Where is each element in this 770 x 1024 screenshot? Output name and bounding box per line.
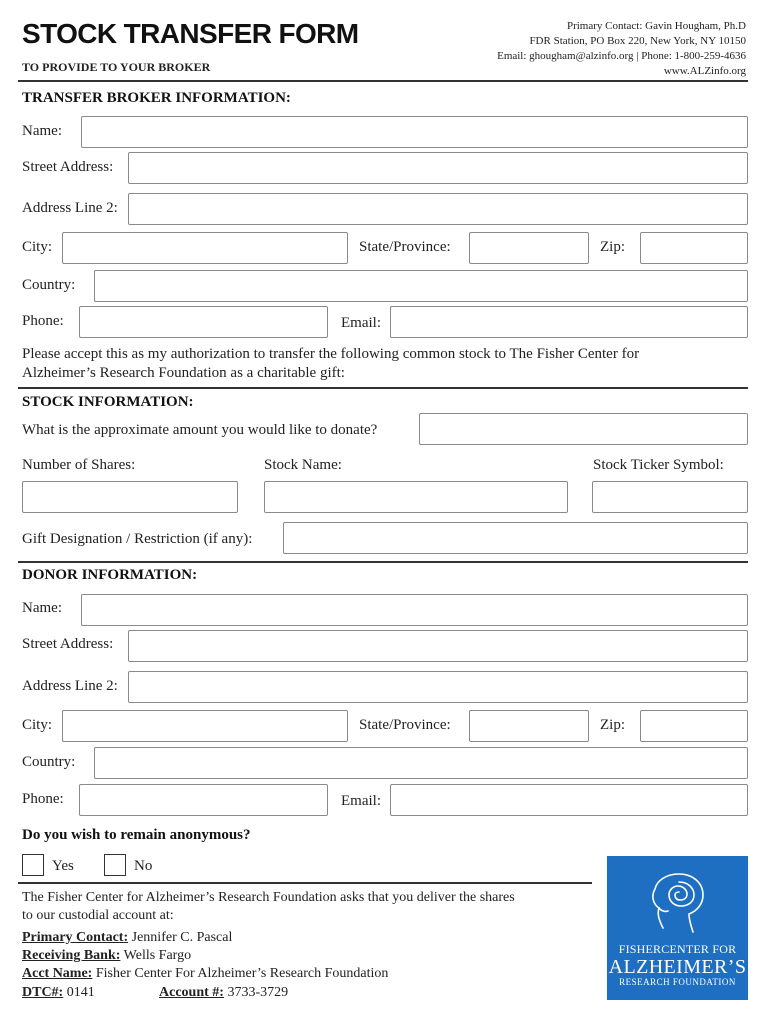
delivery-line: to our custodial account at: bbox=[22, 908, 174, 923]
primary-contact-label: Primary Contact: bbox=[22, 930, 129, 945]
acct-name-label: Acct Name: bbox=[22, 966, 93, 981]
broker-address2-input[interactable] bbox=[128, 193, 748, 225]
contact-block bbox=[497, 19, 746, 79]
divider bbox=[18, 882, 592, 884]
broker-state-input[interactable] bbox=[469, 232, 589, 264]
delivery-line: The Fisher Center for Alzheimer’s Research Foundation asks that you deliver the shares bbox=[22, 890, 515, 905]
gift-designation-label: Gift Designation / Restriction (if any): bbox=[22, 531, 253, 547]
donor-name-label: Name: bbox=[22, 600, 62, 616]
donor-city-label: City: bbox=[22, 717, 53, 733]
fisher-center-logo bbox=[607, 856, 748, 1000]
broker-zip-input[interactable] bbox=[640, 232, 748, 264]
logo-line1: FISHERCENTER FOR bbox=[618, 942, 737, 956]
donor-state-label: State/Province: bbox=[359, 717, 451, 733]
shares-label: Number of Shares: bbox=[22, 457, 136, 473]
donor-zip-input[interactable] bbox=[640, 710, 748, 742]
brain-spiral-icon bbox=[607, 856, 748, 940]
broker-state-label: State/Province: bbox=[359, 239, 451, 255]
authorization-text bbox=[22, 345, 722, 383]
anonymous-no-checkbox[interactable] bbox=[104, 854, 126, 876]
acct-name-value: Fisher Center For Alzheimer’s Research Foundation bbox=[95, 966, 389, 981]
delivery-instructions bbox=[22, 889, 582, 925]
donor-address2-input[interactable] bbox=[128, 671, 748, 703]
donor-zip-label: Zip: bbox=[600, 717, 625, 733]
stock-section-heading: STOCK INFORMATION: bbox=[22, 394, 194, 410]
donor-email-label: Email: bbox=[341, 793, 381, 809]
receiving-bank-value: Wells Fargo bbox=[123, 948, 192, 963]
dtc-row bbox=[22, 985, 95, 1001]
ticker-input[interactable] bbox=[592, 481, 748, 513]
broker-city-label: City: bbox=[22, 239, 53, 255]
broker-phone-label: Phone: bbox=[22, 313, 64, 329]
anonymous-yes-label: Yes bbox=[52, 858, 74, 874]
form-subtitle: TO PROVIDE TO YOUR BROKER bbox=[22, 60, 211, 74]
gift-designation-input[interactable] bbox=[283, 522, 748, 554]
donor-city-input[interactable] bbox=[62, 710, 348, 742]
anonymous-yes-checkbox[interactable] bbox=[22, 854, 44, 876]
donation-amount-input[interactable] bbox=[419, 413, 748, 445]
stock-name-input[interactable] bbox=[264, 481, 568, 513]
receiving-bank-row bbox=[22, 948, 191, 964]
divider bbox=[18, 80, 748, 82]
account-number-row bbox=[159, 985, 288, 1001]
donor-email-input[interactable] bbox=[390, 784, 748, 816]
ticker-label: Stock Ticker Symbol: bbox=[593, 457, 724, 473]
primary-contact-value: Jennifer C. Pascal bbox=[131, 930, 233, 945]
contact-line: FDR Station, PO Box 220, New York, NY 10150 bbox=[529, 35, 746, 47]
donation-amount-label: What is the approximate amount you would like to donate? bbox=[22, 422, 378, 438]
donor-country-label: Country: bbox=[22, 754, 76, 770]
acct-name-row bbox=[22, 966, 388, 982]
broker-email-label: Email: bbox=[341, 315, 381, 331]
dtc-label: DTC#: bbox=[22, 985, 64, 1000]
stock-name-label: Stock Name: bbox=[264, 457, 342, 473]
divider bbox=[18, 387, 748, 389]
account-number-label: Account #: bbox=[159, 985, 224, 1000]
broker-email-input[interactable] bbox=[390, 306, 748, 338]
contact-line: Email: ghougham@alzinfo.org | Phone: 1-800-259-4636 bbox=[497, 50, 746, 62]
donor-street-input[interactable] bbox=[128, 630, 748, 662]
broker-phone-input[interactable] bbox=[79, 306, 328, 338]
broker-street-input[interactable] bbox=[128, 152, 748, 184]
primary-contact-row bbox=[22, 930, 232, 946]
account-number-value: 3733-3729 bbox=[227, 985, 289, 1000]
broker-street-label: Street Address: bbox=[22, 159, 114, 175]
authorization-line: Please accept this as my authorization to transfer the following common stock to The Fisher Center for bbox=[22, 346, 640, 362]
contact-line: Primary Contact: Gavin Hougham, Ph.D bbox=[566, 20, 746, 32]
broker-city-input[interactable] bbox=[62, 232, 348, 264]
shares-input[interactable] bbox=[22, 481, 238, 513]
donor-name-input[interactable] bbox=[81, 594, 748, 626]
broker-zip-label: Zip: bbox=[600, 239, 625, 255]
logo-line2: ALZHEIMER’S bbox=[608, 956, 747, 978]
donor-state-input[interactable] bbox=[469, 710, 589, 742]
broker-section-heading: TRANSFER BROKER INFORMATION: bbox=[22, 90, 291, 106]
divider bbox=[18, 561, 748, 563]
broker-name-input[interactable] bbox=[81, 116, 748, 148]
donor-phone-input[interactable] bbox=[79, 784, 328, 816]
donor-phone-label: Phone: bbox=[22, 791, 64, 807]
form-title: STOCK TRANSFER FORM bbox=[22, 18, 359, 49]
donor-street-label: Street Address: bbox=[22, 636, 114, 652]
broker-country-input[interactable] bbox=[94, 270, 748, 302]
anonymous-no-label: No bbox=[134, 858, 153, 874]
broker-address2-label: Address Line 2: bbox=[22, 200, 118, 216]
anonymous-question: Do you wish to remain anonymous? bbox=[22, 827, 251, 843]
logo-line3: RESEARCH FOUNDATION bbox=[619, 977, 736, 987]
contact-line: www.ALZinfo.org bbox=[663, 65, 746, 77]
donor-country-input[interactable] bbox=[94, 747, 748, 779]
broker-name-label: Name: bbox=[22, 123, 62, 139]
donor-address2-label: Address Line 2: bbox=[22, 678, 118, 694]
donor-section-heading: DONOR INFORMATION: bbox=[22, 567, 198, 583]
receiving-bank-label: Receiving Bank: bbox=[22, 948, 121, 963]
authorization-line: Alzheimer’s Research Foundation as a charitable gift: bbox=[22, 365, 345, 381]
broker-country-label: Country: bbox=[22, 277, 76, 293]
dtc-value: 0141 bbox=[66, 985, 95, 1000]
